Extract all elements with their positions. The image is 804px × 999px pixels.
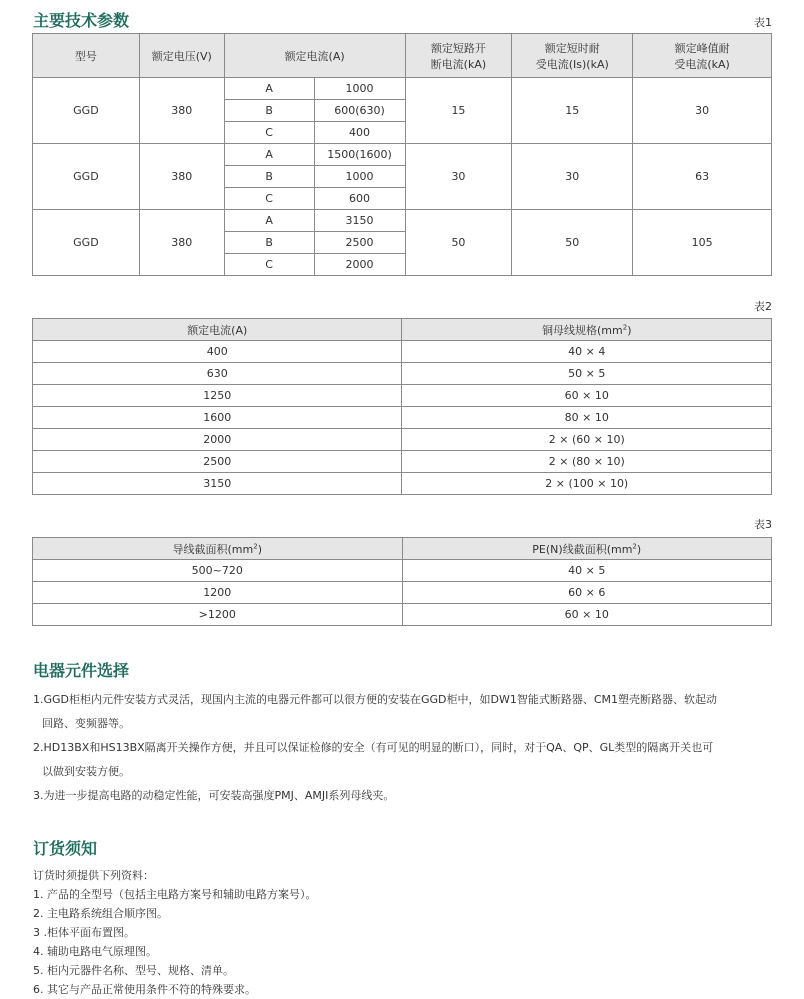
header-peak: 额定峰值耐 受电流(kA) bbox=[633, 34, 772, 78]
cell-class: B bbox=[224, 166, 314, 188]
cell-model: GGD bbox=[33, 210, 140, 276]
header-rated-current: 额定电流(A) bbox=[33, 319, 402, 341]
cell-short-break: 50 bbox=[405, 210, 512, 276]
table-row bbox=[33, 604, 772, 626]
list-item: 4. 辅助电路电气原理图。 bbox=[33, 945, 157, 958]
header-busbar-spec: 铜母线规格$(mm^2)$ bbox=[402, 319, 772, 341]
cell-class: B bbox=[224, 100, 314, 122]
cell-class: C bbox=[224, 188, 314, 210]
section-title-spec: 主要技术参数 bbox=[33, 11, 130, 30]
table-row bbox=[33, 385, 772, 407]
cell-peak: 63 bbox=[633, 144, 772, 210]
spec-header-row bbox=[33, 34, 772, 78]
table-row bbox=[33, 429, 772, 451]
table-row bbox=[33, 363, 772, 385]
table-row bbox=[33, 451, 772, 473]
cell-current: 2500 bbox=[314, 232, 405, 254]
table-row bbox=[33, 78, 772, 100]
cell-current: 3150 bbox=[314, 210, 405, 232]
cell-model: GGD bbox=[33, 78, 140, 144]
cell-short-break: 30 bbox=[405, 144, 512, 210]
list-item: 3 .柜体平面布置图。 bbox=[33, 926, 135, 939]
cell-current: 3150 bbox=[33, 473, 402, 495]
cell-spec: 50 × 5 bbox=[402, 363, 772, 385]
cell-spec: 2 × (100 × 10) bbox=[402, 473, 772, 495]
list-item: 6. 其它与产品正常使用条件不符的特殊要求。 bbox=[33, 983, 256, 996]
cell-model: GGD bbox=[33, 144, 140, 210]
cell-spec: 2 × (60 × 10) bbox=[402, 429, 772, 451]
header-model: 型号 bbox=[33, 34, 140, 78]
cell-current: 1500(1600) bbox=[314, 144, 405, 166]
cell-current: 1000 bbox=[314, 166, 405, 188]
order-intro: 订货时须提供下列资料： bbox=[33, 869, 154, 882]
header-voltage: 额定电压(V) bbox=[139, 34, 224, 78]
section-title-components: 电器元件选择 bbox=[33, 661, 130, 680]
cell-peak: 30 bbox=[633, 78, 772, 144]
cell-current: 400 bbox=[314, 122, 405, 144]
cell-wire: 1200 bbox=[33, 582, 403, 604]
cell-voltage: 380 bbox=[139, 144, 224, 210]
cell-current: 400 bbox=[33, 341, 402, 363]
cell-voltage: 380 bbox=[139, 78, 224, 144]
list-item: 1. 产品的全型号（包括主电路方案号和辅助电路方案号）。 bbox=[33, 888, 317, 901]
cell-current: 1600 bbox=[33, 407, 402, 429]
cell-short-time: 30 bbox=[512, 144, 633, 210]
list-item: 1.GGD柜柜内元件安装方式灵活，现国内主流的电器元件都可以很方便的安装在GGD柜中，如DW1智能式断路器、CM1塑壳断路器、软起动 回路、变频器等。 bbox=[33, 693, 718, 730]
table1-label: 表1 bbox=[754, 16, 772, 29]
table-row bbox=[33, 407, 772, 429]
cell-spec: 2 × (80 × 10) bbox=[402, 451, 772, 473]
cell-current: 2000 bbox=[314, 254, 405, 276]
cell-spec: 80 × 10 bbox=[402, 407, 772, 429]
cell-short-time: 15 bbox=[512, 78, 633, 144]
pe-table bbox=[32, 537, 772, 626]
cell-pe: 60 × 6 bbox=[402, 582, 772, 604]
cell-voltage: 380 bbox=[139, 210, 224, 276]
section-title-order: 订货须知 bbox=[33, 839, 98, 858]
table-row bbox=[33, 341, 772, 363]
header-wire-section: 导线截面积$(mm^2)$ bbox=[33, 538, 403, 560]
order-list bbox=[33, 866, 317, 999]
cell-wire: 500~720 bbox=[33, 560, 403, 582]
cell-peak: 105 bbox=[633, 210, 772, 276]
header-short-time: 额定短时耐 受电流(Is)(kA) bbox=[512, 34, 633, 78]
cell-current: 2000 bbox=[33, 429, 402, 451]
header-current: 额定电流(A) bbox=[224, 34, 405, 78]
cell-class: B bbox=[224, 232, 314, 254]
cell-class: A bbox=[224, 78, 314, 100]
cell-pe: 40 × 5 bbox=[402, 560, 772, 582]
pe-header-row bbox=[33, 538, 772, 560]
table-row bbox=[33, 144, 772, 166]
components-list bbox=[33, 688, 778, 808]
busbar-table bbox=[32, 318, 772, 495]
cell-class: A bbox=[224, 144, 314, 166]
table-row bbox=[33, 210, 772, 232]
table-row bbox=[33, 473, 772, 495]
header-short-break: 额定短路开 断电流(kA) bbox=[405, 34, 512, 78]
list-item: 2. 主电路系统组合顺序图。 bbox=[33, 907, 168, 920]
cell-current: 1000 bbox=[314, 78, 405, 100]
cell-spec: 60 × 10 bbox=[402, 385, 772, 407]
cell-short-time: 50 bbox=[512, 210, 633, 276]
busbar-header-row bbox=[33, 319, 772, 341]
list-item: 5. 柜内元器件名称、型号、规格、清单。 bbox=[33, 964, 234, 977]
cell-class: A bbox=[224, 210, 314, 232]
spec-table bbox=[32, 33, 772, 276]
cell-pe: 60 × 10 bbox=[402, 604, 772, 626]
list-item: 3.为进一步提高电路的动稳定性能，可安装高强度PMJ、AMJI系列母线夹。 bbox=[33, 789, 395, 802]
cell-current: 630 bbox=[33, 363, 402, 385]
cell-current: 1250 bbox=[33, 385, 402, 407]
cell-current: 600(630) bbox=[314, 100, 405, 122]
cell-wire: >1200 bbox=[33, 604, 403, 626]
cell-short-break: 15 bbox=[405, 78, 512, 144]
cell-class: C bbox=[224, 122, 314, 144]
cell-current: 2500 bbox=[33, 451, 402, 473]
list-item: 2.HD13BX和HS13BX隔离开关操作方便，并且可以保证检修的安全（有可见的明显的断口），同时，对于QA、QP、GL类型的隔离开关也可 以做到安装方便。 bbox=[33, 741, 714, 778]
table-row bbox=[33, 560, 772, 582]
cell-spec: 40 × 4 bbox=[402, 341, 772, 363]
table3-label: 表3 bbox=[754, 518, 772, 531]
cell-current: 600 bbox=[314, 188, 405, 210]
cell-class: C bbox=[224, 254, 314, 276]
header-pe-section: PE(N)线截面积$(mm^2)$ bbox=[402, 538, 772, 560]
table2-label: 表2 bbox=[754, 300, 772, 313]
table-row bbox=[33, 582, 772, 604]
